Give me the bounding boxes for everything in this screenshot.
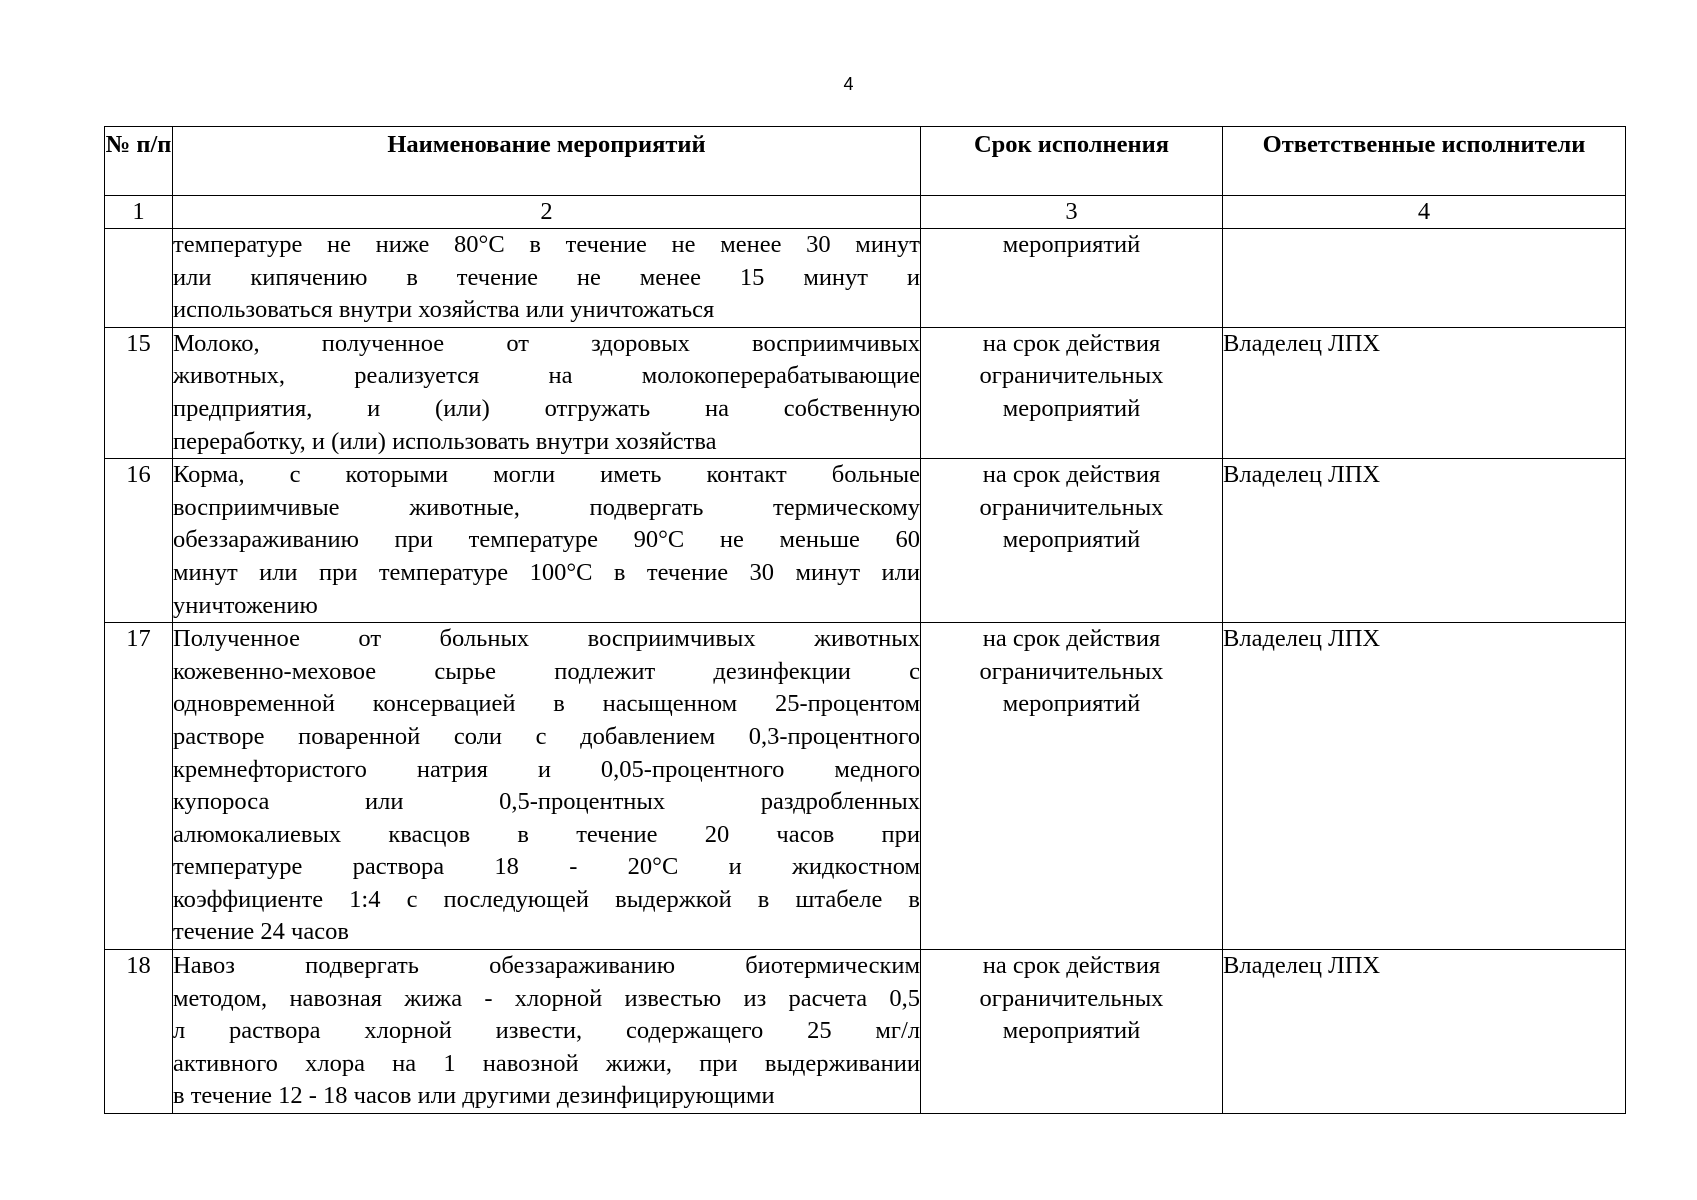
responsible-party <box>1223 229 1626 328</box>
execution-term <box>921 229 1223 328</box>
table-row <box>105 950 1626 1114</box>
description-line: предприятия, и (или) отгружать на собственную <box>173 394 920 422</box>
measure-description <box>173 229 921 328</box>
measure-description <box>173 459 921 623</box>
description-line: или кипячению в течение не менее 15 минут и <box>173 263 920 291</box>
table-row <box>105 327 1626 458</box>
description-line: коэффициенте 1:4 с последующей выдержкой в штабеле в <box>173 885 920 913</box>
column-number: 1 <box>105 196 173 229</box>
table-body <box>105 229 1626 1114</box>
term-line: на срок действия <box>982 329 1161 357</box>
description-line: кремнефтористого натрия и 0,05-процентного медного <box>173 755 920 783</box>
description-line: минут или при температуре 100°С в течение 30 минут или <box>173 558 920 586</box>
row-number <box>105 229 173 328</box>
header-num-label: № п/п <box>105 131 172 158</box>
row-number: 18 <box>105 950 173 1114</box>
page-number: 4 <box>843 74 854 94</box>
measure-description <box>173 623 921 950</box>
responsible-party: Владелец ЛПХ <box>1223 327 1626 458</box>
term-line: на срок действия <box>982 625 1161 653</box>
column-number: 3 <box>921 196 1223 229</box>
description-line: восприимчивые животные, подвергать термическому <box>173 493 920 521</box>
row-number: 17 <box>105 623 173 950</box>
term-line: ограничительных <box>979 493 1164 521</box>
description-line: обеззараживанию при температуре 90°С не меньше 60 <box>173 526 920 554</box>
term-line: мероприятий <box>1002 526 1141 554</box>
header-row <box>105 127 1626 196</box>
term-line: на срок действия <box>982 461 1161 489</box>
term-line: мероприятий <box>1002 690 1141 718</box>
row-number: 16 <box>105 459 173 623</box>
row-number: 15 <box>105 327 173 458</box>
term-line: мероприятий <box>1002 1017 1141 1045</box>
description-line: использоваться внутри хозяйства или уничтожаться <box>173 296 715 324</box>
description-line: уничтожению <box>173 591 318 619</box>
description-line: переработку, и (или) использовать внутри хозяйства <box>173 427 717 455</box>
measure-description <box>173 950 921 1114</box>
responsible-party: Владелец ЛПХ <box>1223 623 1626 950</box>
description-line: л раствора хлорной извести, содержащего 25 мг/л <box>173 1017 920 1045</box>
execution-term <box>921 623 1223 950</box>
description-line: температуре раствора 18 - 20°С и жидкостном <box>173 853 920 881</box>
table-header <box>105 127 1626 229</box>
measure-description <box>173 327 921 458</box>
header-num <box>105 127 173 196</box>
header-name: Наименование мероприятий <box>173 127 921 196</box>
description-line: алюмокалиевых квасцов в течение 20 часов при <box>173 820 920 848</box>
description-line: температуре не ниже 80°С в течение не менее 30 минут <box>173 231 920 258</box>
measures-table <box>104 126 1626 1114</box>
header-resp: Ответственные исполнители <box>1223 127 1626 196</box>
description-line: купороса или 0,5-процентных раздробленных <box>173 788 920 816</box>
execution-term <box>921 459 1223 623</box>
execution-term <box>921 950 1223 1114</box>
description-line: растворе поваренной соли с добавлением 0,3-процентного <box>173 722 920 750</box>
term-line: на срок действия <box>982 952 1161 980</box>
header-term: Срок исполнения <box>921 127 1223 196</box>
column-number: 4 <box>1223 196 1626 229</box>
column-number-row <box>105 196 1626 229</box>
description-line: активного хлора на 1 навозной жижи, при выдерживании <box>173 1049 920 1077</box>
description-line: одновременной консервацией в насыщенном 25-процентом <box>173 690 920 718</box>
description-line: методом, навозная жижа - хлорной известью из расчета 0,5 <box>173 984 920 1012</box>
description-line: течение 24 часов <box>173 918 349 946</box>
responsible-party: Владелец ЛПХ <box>1223 459 1626 623</box>
term-line: ограничительных <box>979 657 1164 685</box>
description-line: Навоз подвергать обеззараживанию биотермическим <box>173 952 920 980</box>
responsible-party: Владелец ЛПХ <box>1223 950 1626 1114</box>
table-row <box>105 229 1626 328</box>
term-line: ограничительных <box>979 362 1164 390</box>
execution-term <box>921 327 1223 458</box>
description-line: в течение 12 - 18 часов или другими дезинфицирующими <box>173 1082 775 1110</box>
table-row <box>105 459 1626 623</box>
column-number: 2 <box>173 196 921 229</box>
term-line: мероприятий <box>1002 394 1141 422</box>
description-line: кожевенно-меховое сырье подлежит дезинфекции с <box>173 657 920 685</box>
description-line: Корма, с которыми могли иметь контакт больные <box>173 461 920 489</box>
term-line: мероприятий <box>1002 231 1141 258</box>
description-line: Молоко, полученное от здоровых восприимчивых <box>173 329 920 357</box>
description-line: животных, реализуется на молокоперерабатывающие <box>173 362 920 390</box>
description-line: Полученное от больных восприимчивых животных <box>173 625 920 653</box>
term-line: ограничительных <box>979 984 1164 1012</box>
table-row <box>105 623 1626 950</box>
